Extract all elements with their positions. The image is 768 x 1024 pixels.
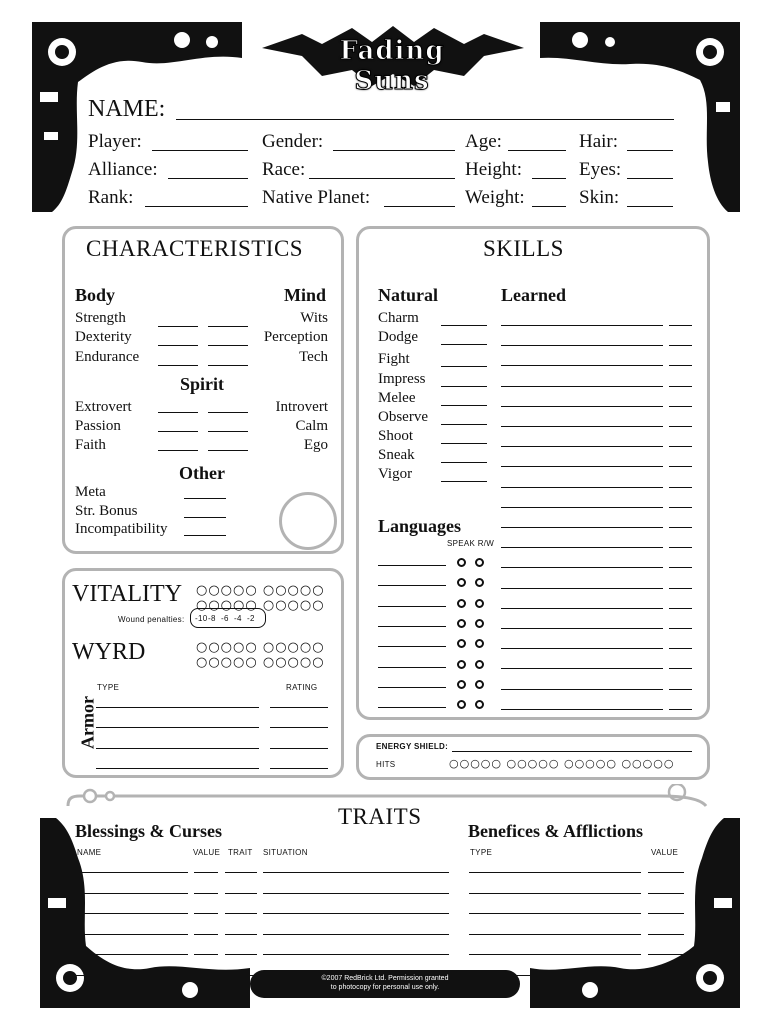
other-value-field[interactable] [184,517,226,518]
learned-skill-value[interactable] [669,709,692,710]
wound-penalty-value: -8 [208,614,216,623]
speak-rw-label: SPEAK R/W [447,539,495,548]
body-value-field-2[interactable] [208,365,248,366]
read-write-circle[interactable] [475,660,484,669]
body-item-label: Endurance [75,349,140,365]
col-value-label: VALUE [193,848,221,857]
learned-skill-value[interactable] [669,588,692,589]
natural-skill-label: Charm [378,310,419,326]
age-label: Age: [465,131,502,152]
benefice-type-field[interactable] [469,934,641,935]
armor-label: Armor [77,696,98,749]
learned-skill-value[interactable] [669,345,692,346]
spirit-value-field[interactable] [158,412,198,413]
learned-skill-value[interactable] [669,608,692,609]
energy-shield-label: ENERGY SHIELD: [376,742,449,751]
read-write-circle[interactable] [475,619,484,628]
benefice-type-field[interactable] [469,913,641,914]
learned-skill-value[interactable] [669,628,692,629]
learned-skill-field[interactable] [501,365,663,366]
name-field[interactable] [176,119,674,120]
mind-heading: Mind [284,285,327,305]
learned-skill-value[interactable] [669,365,692,366]
armor-rating-field[interactable] [270,748,328,749]
spirit-right-label: Calm [295,418,328,434]
blessing-trait-field[interactable] [225,893,257,894]
col-type-label: TYPE [470,848,493,857]
characteristics-title: CHARACTERISTICS [86,236,304,261]
age-field[interactable] [508,150,566,151]
languages-heading: Languages [378,516,462,536]
armor-type-field[interactable] [96,768,259,769]
read-write-circle[interactable] [475,599,484,608]
learned-skill-field[interactable] [501,466,663,467]
learned-skill-value[interactable] [669,648,692,649]
other-item-label: Meta [75,484,106,500]
mind-item-label: Wits [300,310,328,326]
language-field[interactable] [378,565,446,566]
blessing-name-field[interactable] [76,934,188,935]
blessing-situation-field[interactable] [263,934,449,935]
benefices-heading: Benefices & Afflictions [468,821,643,841]
wound-penalty-value: -10 [195,614,208,623]
skills-title: SKILLS [483,236,564,261]
blessing-trait-field[interactable] [225,954,257,955]
eyes-field[interactable] [627,178,673,179]
alliance-label: Alliance: [88,159,158,180]
language-field[interactable] [378,585,446,586]
armor-rating-label: RATING [286,683,318,692]
benefice-value-field[interactable] [648,954,684,955]
col-value-right-label: VALUE [651,848,679,857]
learned-skill-field[interactable] [501,527,663,528]
natural-skill-field[interactable] [441,443,487,444]
learned-skill-value[interactable] [669,466,692,467]
speak-circle[interactable] [457,619,466,628]
language-field[interactable] [378,667,446,668]
rank-field[interactable] [145,206,248,207]
spirit-value-field[interactable] [158,450,198,451]
wound-penalties-label: Wound penalties: [118,615,185,624]
language-field[interactable] [378,687,446,688]
benefice-type-field[interactable] [469,893,641,894]
rank-label: Rank: [88,187,134,208]
natural-skill-field[interactable] [441,386,487,387]
mind-item-label: Tech [299,349,328,365]
vitality-circles-row2[interactable]: ○○○○○ ○○○○○ [196,598,325,613]
spirit-right-label: Ego [303,437,328,453]
natural-heading: Natural [378,285,438,305]
blessing-name-field[interactable] [76,975,188,976]
blessing-trait-field[interactable] [225,872,257,873]
blessing-trait-field[interactable] [225,934,257,935]
natural-skill-field[interactable] [441,405,487,406]
armor-type-label: TYPE [97,683,120,692]
wound-penalty-value: -6 [221,614,229,623]
skin-field[interactable] [627,206,673,207]
learned-skill-field[interactable] [501,588,663,589]
speak-circle[interactable] [457,599,466,608]
player-label: Player: [88,131,142,152]
blessing-value-field[interactable] [194,893,218,894]
language-field[interactable] [378,606,446,607]
learned-skill-value[interactable] [669,689,692,690]
learned-skill-value[interactable] [669,668,692,669]
blessing-name-field[interactable] [76,954,188,955]
learned-skill-field[interactable] [501,709,663,710]
speak-circle[interactable] [457,558,466,567]
read-write-circle[interactable] [475,680,484,689]
learned-skill-field[interactable] [501,406,663,407]
spirit-value-field-2[interactable] [208,431,248,432]
energy-shield-field[interactable] [452,751,692,752]
armor-type-field[interactable] [96,707,259,708]
natural-skill-label: Melee [378,390,416,406]
weight-field[interactable] [532,206,566,207]
learned-skill-value[interactable] [669,527,692,528]
blessing-value-field[interactable] [194,975,218,976]
height-label: Height: [465,159,522,180]
blessing-value-field[interactable] [194,934,218,935]
fading-suns-logo [262,26,524,96]
gender-label: Gender: [262,131,324,152]
copyright-line-2: to photocopy for personal use only. [330,984,440,991]
learned-skill-value[interactable] [669,487,692,488]
spirit-value-field-2[interactable] [208,412,248,413]
benefice-type-field[interactable] [469,954,641,955]
logo-text: Fading Suns [339,36,445,96]
speak-circle[interactable] [457,660,466,669]
copyright-bar [250,970,520,998]
vitality-circles-row1[interactable]: ○○○○○ ○○○○○ [196,583,325,598]
vitality-title: VITALITY [72,581,183,607]
body-value-field-2[interactable] [208,326,248,327]
spirit-left-label: Extrovert [75,399,132,415]
natural-skill-label: Observe [378,409,428,425]
spirit-value-field-2[interactable] [208,450,248,451]
learned-skill-field[interactable] [501,426,663,427]
benefice-value-field[interactable] [648,893,684,894]
wound-penalty-value: -2 [247,614,255,623]
spirit-left-label: Faith [75,437,106,453]
natural-skill-field[interactable] [441,481,487,482]
learned-skill-field[interactable] [501,507,663,508]
other-value-field[interactable] [184,535,226,536]
learned-skill-value[interactable] [669,446,692,447]
mind-item-label: Perception [263,329,328,345]
learned-skill-field[interactable] [501,689,663,690]
benefice-value-field[interactable] [648,975,684,976]
col-trait-label: TRAIT [228,848,253,857]
natural-skill-label: Dodge [378,329,418,345]
natural-skill-field[interactable] [441,366,487,367]
natural-skill-field[interactable] [441,462,487,463]
blessings-heading: Blessings & Curses [75,821,223,841]
gender-field[interactable] [333,150,455,151]
language-field[interactable] [378,707,446,708]
blessing-value-field[interactable] [194,872,218,873]
learned-skill-field[interactable] [501,648,663,649]
other-item-label: Incompatibility [75,521,168,537]
col-situation-label: SITUATION [263,848,308,857]
learned-heading: Learned [501,285,566,305]
blessing-trait-field[interactable] [225,913,257,914]
armor-rating-field[interactable] [270,768,328,769]
wyrd-circles-row1[interactable]: ○○○○○ ○○○○○ [196,640,325,655]
learned-skill-value[interactable] [669,325,692,326]
corner-ornament-top-right [540,22,740,212]
natural-skill-field[interactable] [441,424,487,425]
blessing-name-field[interactable] [76,872,188,873]
blessing-situation-field[interactable] [263,913,449,914]
body-value-field-2[interactable] [208,345,248,346]
learned-skill-field[interactable] [501,487,663,488]
language-field[interactable] [378,646,446,647]
blessing-situation-field[interactable] [263,893,449,894]
blessing-situation-field[interactable] [263,872,449,873]
body-heading: Body [75,285,116,305]
blessing-value-field[interactable] [194,913,218,914]
body-item-label: Strength [75,310,126,326]
learned-skill-field[interactable] [501,628,663,629]
spirit-value-field[interactable] [158,431,198,432]
armor-rating-field[interactable] [270,727,328,728]
race-field[interactable] [309,178,455,179]
hair-field[interactable] [627,150,673,151]
wyrd-circles-row2[interactable]: ○○○○○ ○○○○○ [196,655,325,670]
learned-skill-field[interactable] [501,345,663,346]
learned-skill-value[interactable] [669,507,692,508]
col-name-label: NAME [77,848,102,857]
player-field[interactable] [152,150,248,151]
learned-skill-field[interactable] [501,386,663,387]
learned-skill-field[interactable] [501,325,663,326]
name-label: NAME: [88,96,166,122]
armor-type-field[interactable] [96,748,259,749]
spirit-right-label: Introvert [275,399,328,415]
blessing-name-field[interactable] [76,913,188,914]
traits-title: TRAITS [338,804,422,829]
weight-label: Weight: [465,187,525,208]
speak-circle[interactable] [457,680,466,689]
benefice-value-field[interactable] [648,913,684,914]
body-value-field[interactable] [158,345,198,346]
natural-skill-field[interactable] [441,325,487,326]
benefice-value-field[interactable] [648,872,684,873]
wyrd-title: WYRD [72,639,146,665]
benefice-value-field[interactable] [648,934,684,935]
natural-skill-label: Sneak [378,447,415,463]
learned-skill-field[interactable] [501,446,663,447]
characteristics-circle [279,492,337,550]
natural-skill-label: Shoot [378,428,414,444]
blessing-situation-field[interactable] [263,954,449,955]
other-value-field[interactable] [184,498,226,499]
eyes-label: Eyes: [579,159,622,180]
learned-skill-value[interactable] [669,386,692,387]
native-planet-label: Native Planet: [262,187,371,208]
learned-skill-field[interactable] [501,668,663,669]
body-value-field[interactable] [158,365,198,366]
natural-skill-field[interactable] [441,344,487,345]
spirit-left-label: Passion [75,418,121,434]
blessing-name-field[interactable] [76,893,188,894]
height-field[interactable] [532,178,566,179]
other-item-label: Str. Bonus [75,503,138,519]
learned-skill-value[interactable] [669,406,692,407]
blessing-value-field[interactable] [194,954,218,955]
hair-label: Hair: [579,131,619,152]
native-planet-field[interactable] [384,206,455,207]
alliance-field[interactable] [168,178,248,179]
body-item-label: Dexterity [75,329,132,345]
natural-skill-label: Vigor [378,466,413,482]
hits-label: HITS [376,760,396,769]
race-label: Race: [262,159,306,180]
read-write-circle[interactable] [475,558,484,567]
learned-skill-value[interactable] [669,547,692,548]
learned-skill-field[interactable] [501,547,663,548]
benefice-type-field[interactable] [469,872,641,873]
learned-skill-field[interactable] [501,567,663,568]
body-value-field[interactable] [158,326,198,327]
wound-penalty-value: -4 [234,614,242,623]
armor-rating-field[interactable] [270,707,328,708]
natural-skill-label: Impress [378,371,426,387]
natural-skill-label: Fight [378,351,410,367]
other-heading: Other [179,463,225,483]
skin-label: Skin: [579,187,620,208]
spirit-heading: Spirit [180,374,225,394]
armor-type-field[interactable] [96,727,259,728]
hits-circles[interactable]: ○○○○○ ○○○○○ ○○○○○ ○○○○○ [449,757,675,770]
copyright-line-1: ©2007 RedBrick Ltd. Permission granted [321,975,449,982]
learned-skill-value[interactable] [669,567,692,568]
learned-skill-value[interactable] [669,426,692,427]
language-field[interactable] [378,626,446,627]
learned-skill-field[interactable] [501,608,663,609]
